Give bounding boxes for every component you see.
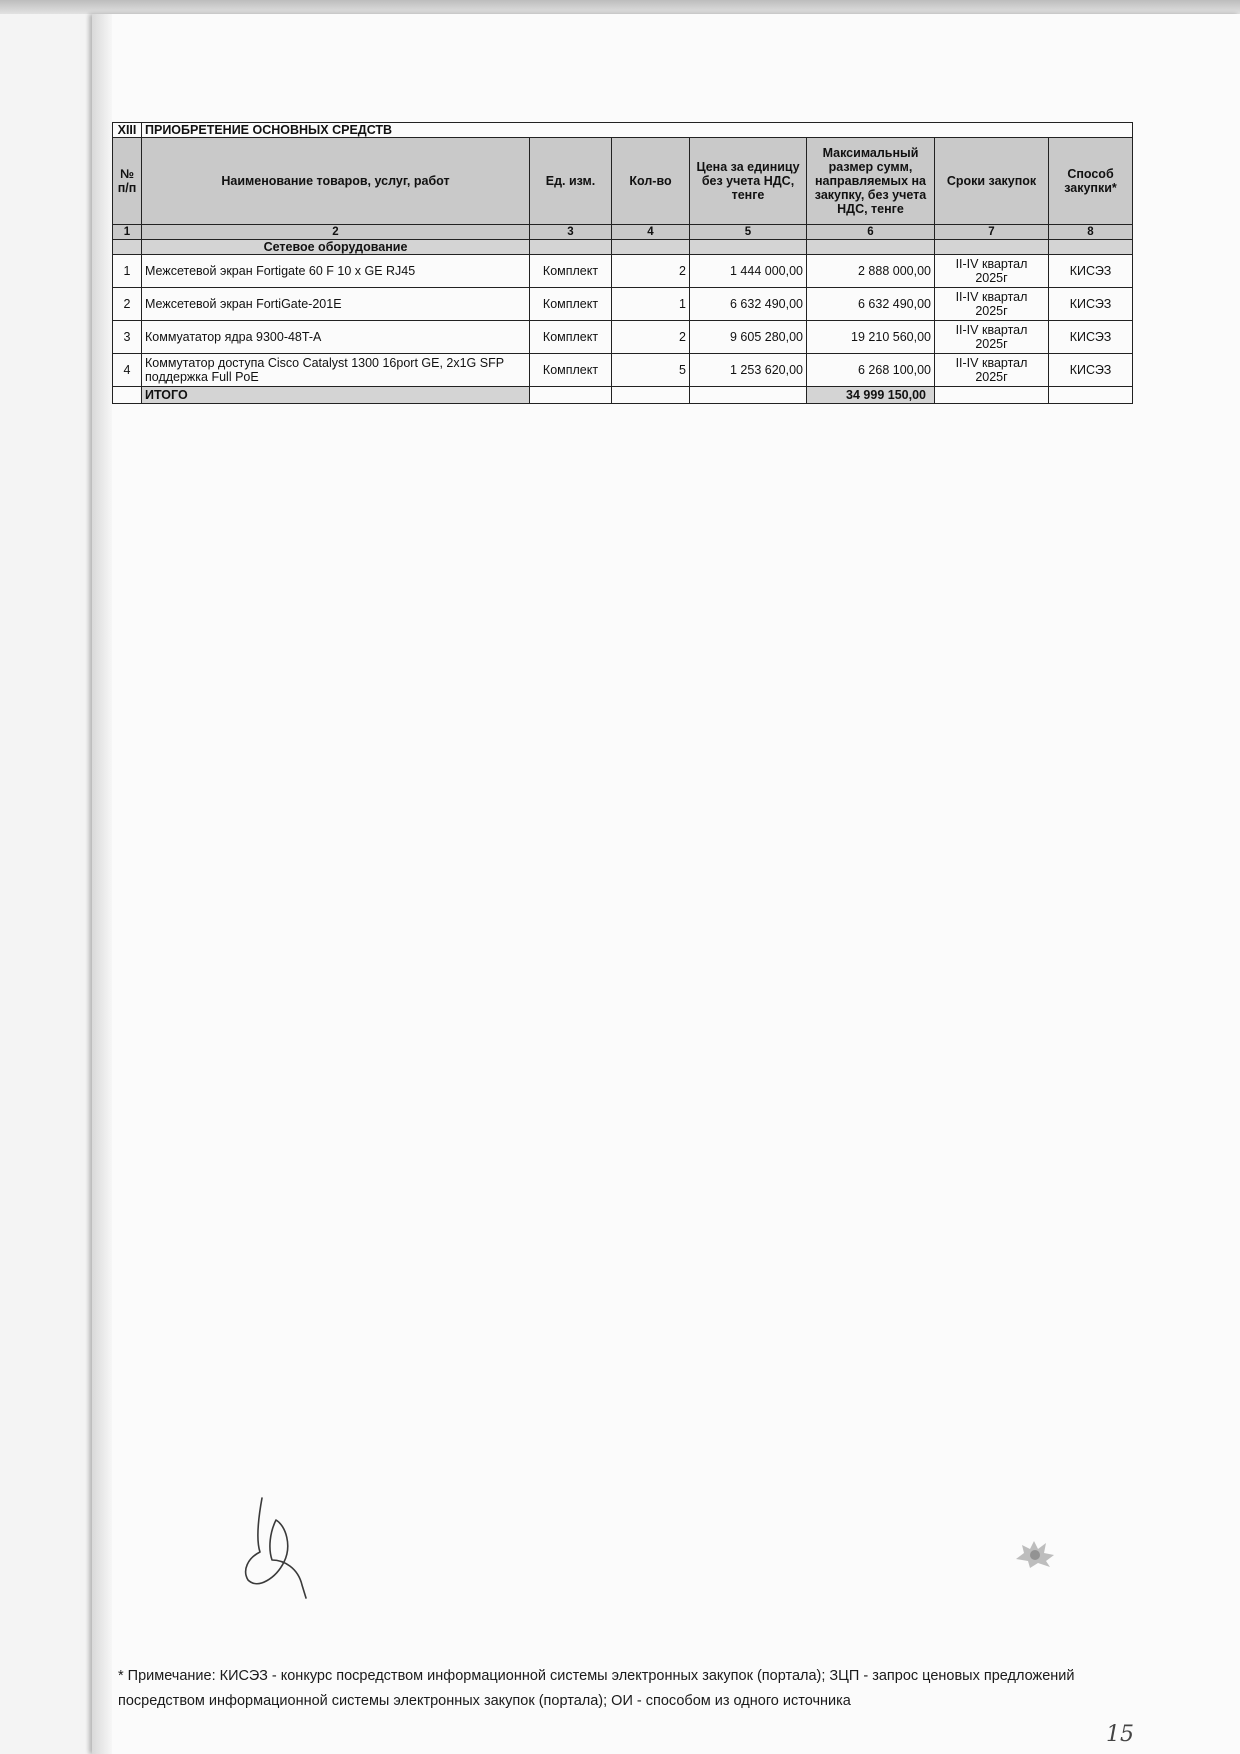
group-row-blank — [690, 240, 807, 255]
total-label: ИТОГО — [142, 387, 530, 404]
item-unit: Комплект — [530, 288, 612, 321]
col-number-4: 4 — [612, 225, 690, 240]
row-number: 4 — [113, 354, 142, 387]
item-method: КИСЭЗ — [1049, 288, 1133, 321]
item-price: 1 444 000,00 — [690, 255, 807, 288]
section-title: ПРИОБРЕТЕНИЕ ОСНОВНЫХ СРЕДСТВ — [142, 123, 1133, 138]
item-method: КИСЭЗ — [1049, 354, 1133, 387]
group-row-blank — [113, 240, 142, 255]
item-max-amount: 6 268 100,00 — [807, 354, 935, 387]
item-qty: 2 — [612, 321, 690, 354]
item-price: 1 253 620,00 — [690, 354, 807, 387]
item-qty: 2 — [612, 255, 690, 288]
ink-smudge — [1010, 1535, 1060, 1571]
item-name: Коммутатор доступа Cisco Catalyst 1300 16port GE, 2x1G SFP поддержка Full PoE — [142, 354, 530, 387]
col-header-qty: Кол-во — [612, 138, 690, 225]
item-max-amount: 2 888 000,00 — [807, 255, 935, 288]
table-row — [113, 255, 1133, 288]
col-number-7: 7 — [935, 225, 1049, 240]
item-term: II-IV квартал 2025г — [935, 255, 1049, 288]
col-header-unit: Ед. изм. — [530, 138, 612, 225]
table-row — [113, 354, 1133, 387]
col-header-price: Цена за единицу без учета НДС, тенге — [690, 138, 807, 225]
item-term: II-IV квартал 2025г — [935, 321, 1049, 354]
column-number-row — [113, 225, 1133, 240]
col-number-1: 1 — [113, 225, 142, 240]
item-max-amount: 6 632 490,00 — [807, 288, 935, 321]
total-row-blank — [1049, 387, 1133, 404]
group-label: Сетевое оборудование — [142, 240, 530, 255]
col-number-3: 3 — [530, 225, 612, 240]
row-number: 1 — [113, 255, 142, 288]
item-unit: Комплект — [530, 354, 612, 387]
group-row-blank — [807, 240, 935, 255]
handwritten-signature — [240, 1490, 330, 1600]
total-row — [113, 387, 1133, 404]
item-unit: Комплект — [530, 255, 612, 288]
col-header-name: Наименование товаров, услуг, работ — [142, 138, 530, 225]
group-row-blank — [935, 240, 1049, 255]
total-row-blank — [690, 387, 807, 404]
item-method: КИСЭЗ — [1049, 255, 1133, 288]
col-number-8: 8 — [1049, 225, 1133, 240]
col-number-5: 5 — [690, 225, 807, 240]
scan-left-margin — [0, 14, 92, 1754]
item-qty: 5 — [612, 354, 690, 387]
group-row-blank — [530, 240, 612, 255]
procurement-table — [112, 122, 1133, 404]
group-row-blank — [1049, 240, 1133, 255]
item-qty: 1 — [612, 288, 690, 321]
handwritten-page-number: 15 — [1106, 1722, 1134, 1747]
col-header-max: Максимальный размер сумм, направляемых на закупку, без учета НДС, тенге — [807, 138, 935, 225]
item-name: Межсетевой экран FortiGate-201E — [142, 288, 530, 321]
item-name: Межсетевой экран Fortigate 60 F 10 x GE RJ45 — [142, 255, 530, 288]
row-number: 2 — [113, 288, 142, 321]
group-row — [113, 240, 1133, 255]
section-number: XIII — [113, 123, 142, 138]
total-row-blank — [113, 387, 142, 404]
item-term: II-IV квартал 2025г — [935, 354, 1049, 387]
item-method: КИСЭЗ — [1049, 321, 1133, 354]
scan-top-edge — [0, 0, 1240, 14]
total-row-blank — [530, 387, 612, 404]
table-row — [113, 288, 1133, 321]
section-header-row — [113, 123, 1133, 138]
item-price: 6 632 490,00 — [690, 288, 807, 321]
page-fold-shadow — [92, 14, 112, 1754]
table-row — [113, 321, 1133, 354]
col-header-term: Сроки закупок — [935, 138, 1049, 225]
row-number: 3 — [113, 321, 142, 354]
col-header-num: № п/п — [113, 138, 142, 225]
item-name: Коммуататор ядра 9300-48T-A — [142, 321, 530, 354]
item-unit: Комплект — [530, 321, 612, 354]
col-number-6: 6 — [807, 225, 935, 240]
item-price: 9 605 280,00 — [690, 321, 807, 354]
item-max-amount: 19 210 560,00 — [807, 321, 935, 354]
total-row-blank — [935, 387, 1049, 404]
total-value: 34 999 150,00 — [807, 387, 935, 404]
group-row-blank — [612, 240, 690, 255]
item-term: II-IV квартал 2025г — [935, 288, 1049, 321]
column-header-row — [113, 138, 1133, 225]
total-row-blank — [612, 387, 690, 404]
col-header-method: Способ закупки* — [1049, 138, 1133, 225]
col-number-2: 2 — [142, 225, 530, 240]
footnote: * Примечание: КИСЭЗ - конкурс посредством информационной системы электронных закупок (портала); ЗЦП - запрос ценовых предложений посредством информационной системы электронных закупок (портала); ОИ - способом из одного источника — [118, 1668, 1075, 1709]
